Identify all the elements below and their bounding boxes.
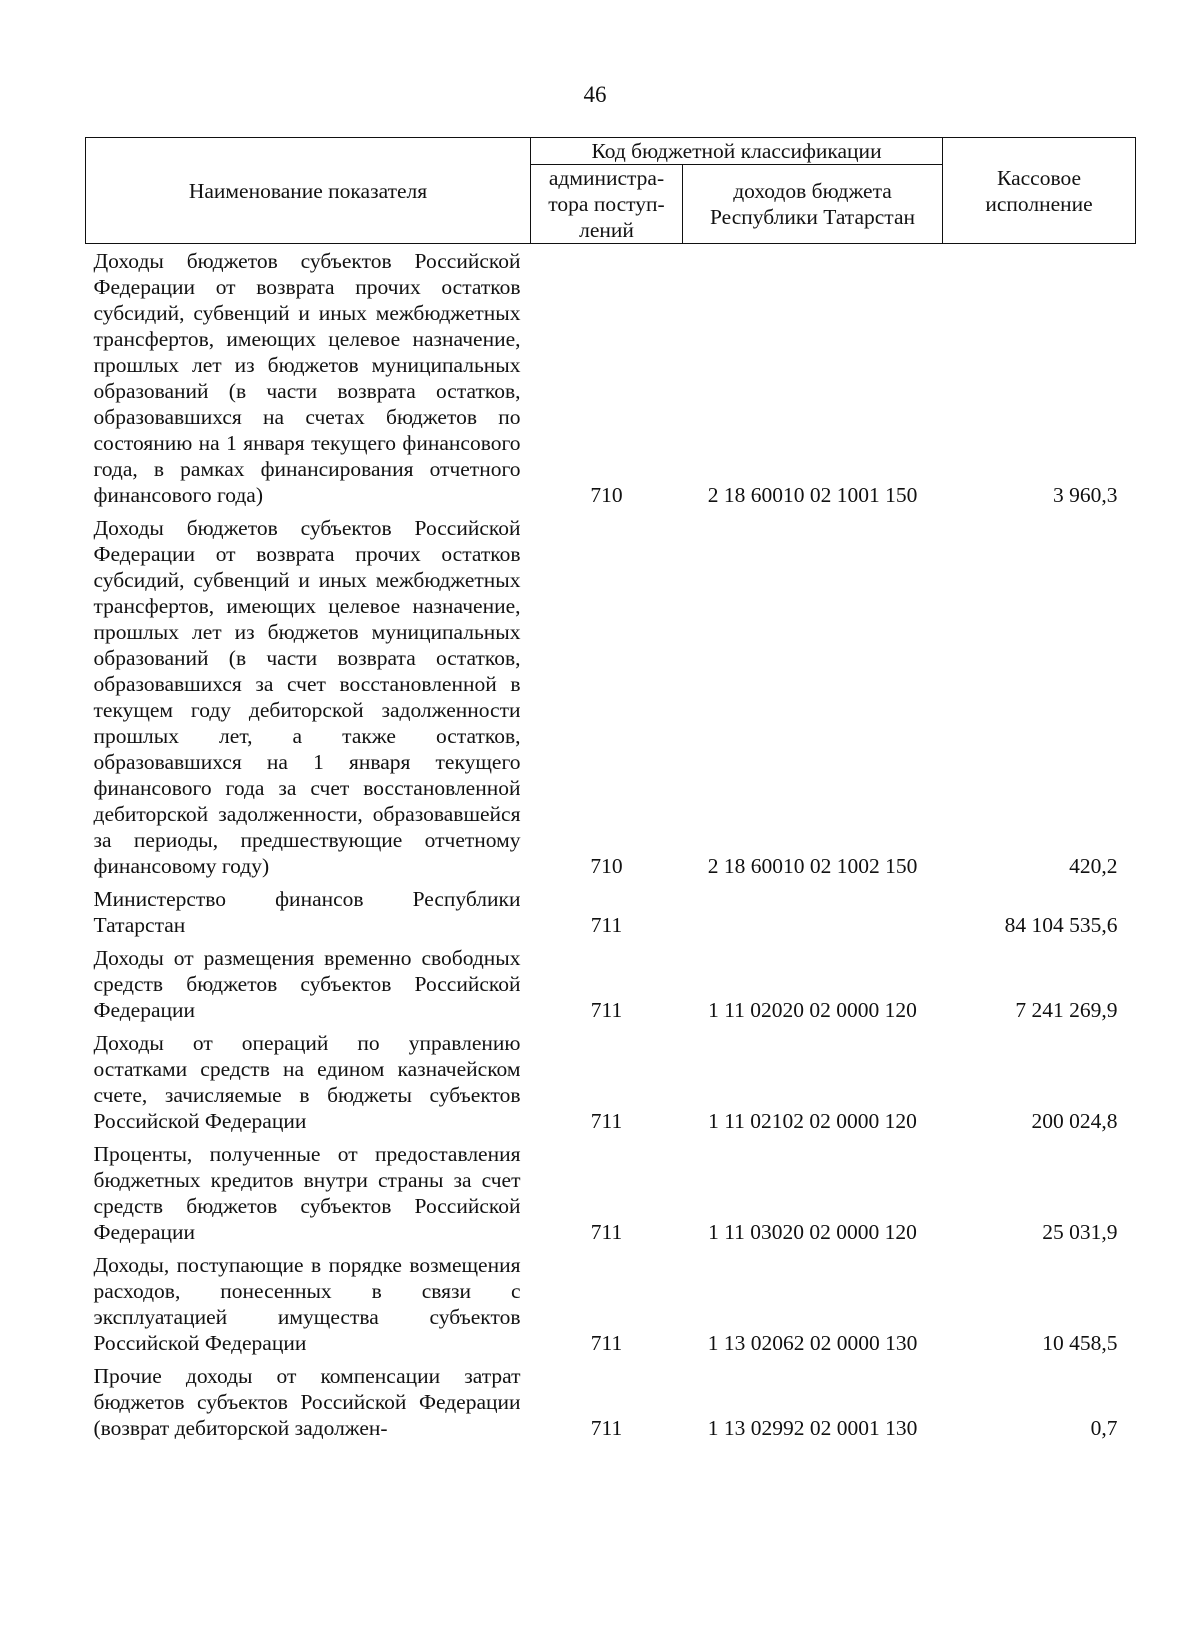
row-admin-code: 711 [590, 1331, 623, 1355]
row-amount: 3 960,3 [1053, 483, 1118, 507]
row-amount: 7 241 269,9 [1015, 998, 1118, 1022]
header-execution: Кассовое исполнение [943, 138, 1136, 244]
header-admin: администра-тора поступ-лений [531, 165, 683, 244]
row-amount: 10 458,5 [1042, 1331, 1118, 1355]
row-name: Проценты, полученные от предоставления бюджетных кредитов внутри страны за счет средств бюджетов субъектов Российской Федерации [93, 1142, 521, 1244]
row-budget-code [683, 884, 943, 943]
table-body [86, 244, 1136, 1447]
row-name: Прочие доходы от компенсации затрат бюджетов субъектов Российской Федерации (возврат дебиторской задолжен- [93, 1364, 521, 1440]
row-admin-code: 711 [590, 1109, 623, 1133]
row-name: Доходы, поступающие в порядке возмещения расходов, понесенных в связи с эксплуатацией имущества субъектов Российской Федерации [93, 1253, 521, 1355]
table-row [86, 244, 1136, 514]
row-name: Доходы от операций по управлению остатками средств на едином казначейском счете, зачисляемые в бюджеты субъектов Российской Федерации [93, 1031, 521, 1133]
table-row [86, 884, 1136, 943]
row-amount: 200 024,8 [1031, 1109, 1118, 1133]
table-header [86, 138, 1136, 244]
row-amount: 420,2 [1069, 854, 1118, 878]
row-amount: 84 104 535,6 [1004, 913, 1118, 937]
row-budget-code: 1 11 02020 02 0000 120 [708, 998, 917, 1022]
table-row [86, 513, 1136, 884]
row-admin-code: 710 [590, 483, 623, 507]
budget-table [85, 137, 1136, 1446]
row-budget-code: 2 18 60010 02 1002 150 [707, 854, 918, 878]
row-admin-code: 711 [590, 913, 623, 937]
row-name: Министерство финансов Республики Татарстан [93, 887, 521, 937]
row-budget-code: 1 13 02992 02 0001 130 [707, 1416, 918, 1440]
row-amount: 25 031,9 [1042, 1220, 1118, 1244]
table-row [86, 1250, 1136, 1361]
header-income: доходов бюджета Республики Татарстан [683, 165, 943, 244]
header-name: Наименование показателя [86, 138, 531, 244]
table-row [86, 1028, 1136, 1139]
row-name: Доходы бюджетов субъектов Российской Федерации от возврата прочих остатков субсидий, субвенций и иных межбюджетных трансфертов, имеющих целевое назначение, прошлых лет из бюджетов муниципальных образований (в части возврата остатков, образовавшихся на счетах бюджетов по состоянию на 1 января текущего финансового года, в рамках финансирования отчетного финансового года) [93, 249, 521, 507]
row-budget-code: 2 18 60010 02 1001 150 [707, 483, 918, 507]
row-name: Доходы бюджетов субъектов Российской Федерации от возврата прочих остатков субсидий, субвенций и иных межбюджетных трансфертов, имеющих целевое назначение, прошлых лет из бюджетов муниципальных образований (в части возврата остатков, образовавшихся за счет восстановленной в текущем году дебиторской задолженности прошлых лет, а также остатков, образовавшихся на 1 января текущего финансового года за счет восстановленной дебиторской задолженности, образовавшейся за периоды, предшествующие отчетному финансовому году) [93, 516, 521, 878]
row-name: Доходы от размещения временно свободных средств бюджетов субъектов Российской Федерации [93, 946, 521, 1022]
row-admin-code: 711 [590, 1416, 623, 1440]
row-admin-code: 711 [590, 998, 623, 1022]
table-row [86, 1139, 1136, 1250]
row-budget-code: 1 13 02062 02 0000 130 [707, 1331, 918, 1355]
row-admin-code: 711 [590, 1220, 623, 1244]
row-budget-code: 1 11 03020 02 0000 120 [708, 1220, 917, 1244]
row-budget-code: 1 11 02102 02 0000 120 [708, 1109, 917, 1133]
header-code-group: Код бюджетной классификации [531, 138, 943, 165]
table-row [86, 1361, 1136, 1446]
row-amount: 0,7 [1090, 1416, 1118, 1440]
page-number: 46 [583, 82, 607, 107]
row-admin-code: 710 [590, 854, 623, 878]
table-row [86, 943, 1136, 1028]
